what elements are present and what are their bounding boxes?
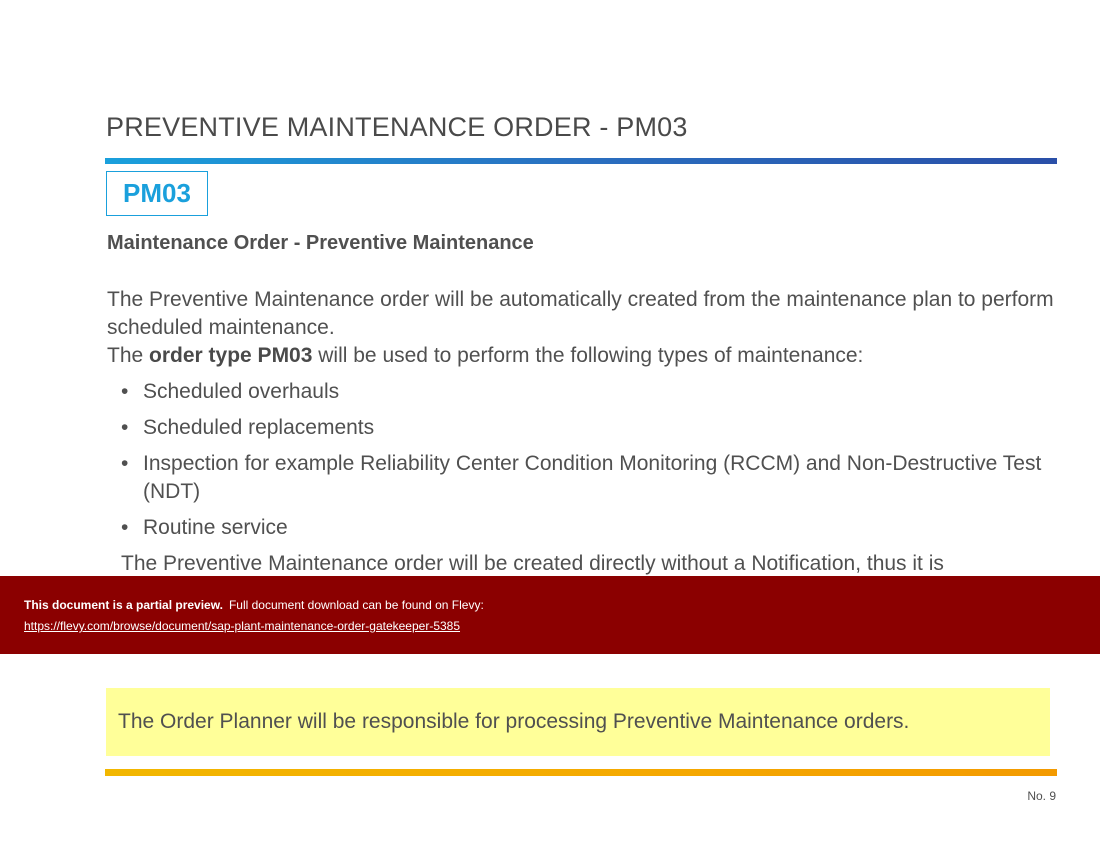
order-type-suffix: will be used to perform the following types of maintenance: bbox=[312, 344, 864, 367]
bullet-icon: • bbox=[121, 516, 129, 539]
partial-preview-banner bbox=[0, 576, 1100, 654]
order-type-code-box: PM03 bbox=[106, 171, 208, 216]
bullet-icon: • bbox=[121, 452, 129, 475]
order-type-prefix: The bbox=[107, 344, 150, 367]
page-title: PREVENTIVE MAINTENANCE ORDER - PM03 bbox=[106, 112, 688, 142]
list-item bbox=[107, 450, 1057, 506]
tail-paragraph: The Preventive Maintenance order will be created directly without a Notification, thus it is bbox=[121, 552, 944, 575]
list-item-text: Scheduled overhauls bbox=[143, 380, 340, 403]
bullet-icon: • bbox=[121, 380, 129, 403]
download-link[interactable]: https://flevy.com/browse/document/sap-plant-maintenance-order-gatekeeper-5385 bbox=[24, 619, 461, 633]
preview-notice-bold: This document is a partial preview. bbox=[24, 598, 223, 612]
preview-notice bbox=[24, 598, 484, 612]
title-divider bbox=[105, 158, 1057, 164]
footer-divider bbox=[105, 769, 1057, 776]
page-number: No. 9 bbox=[1027, 789, 1056, 803]
preview-notice-text: Full document download can be found on Flevy: bbox=[228, 598, 484, 612]
list-item-text: Routine service bbox=[143, 516, 288, 539]
bullet-icon: • bbox=[121, 416, 129, 439]
list-item bbox=[107, 514, 1057, 542]
highlight-note: The Order Planner will be responsible for processing Preventive Maintenance orders. bbox=[106, 688, 1050, 756]
list-item-text: Inspection for example Reliability Center Condition Monitoring (RCCM) and Non-Destructive Test (NDT) bbox=[143, 452, 1042, 503]
list-item-text: Scheduled replacements bbox=[143, 416, 375, 439]
body-content bbox=[107, 286, 1057, 578]
list-item bbox=[107, 378, 1057, 406]
intro-paragraph: The Preventive Maintenance order will be automatically created from the maintenance plan to perform scheduled maintenance. bbox=[107, 288, 1054, 339]
section-subtitle: Maintenance Order - Preventive Maintenance bbox=[107, 232, 534, 254]
list-item bbox=[107, 414, 1057, 442]
order-type-paragraph bbox=[107, 342, 1057, 370]
maintenance-types-list bbox=[107, 378, 1057, 542]
order-type-bold: order type PM03 bbox=[149, 344, 313, 367]
